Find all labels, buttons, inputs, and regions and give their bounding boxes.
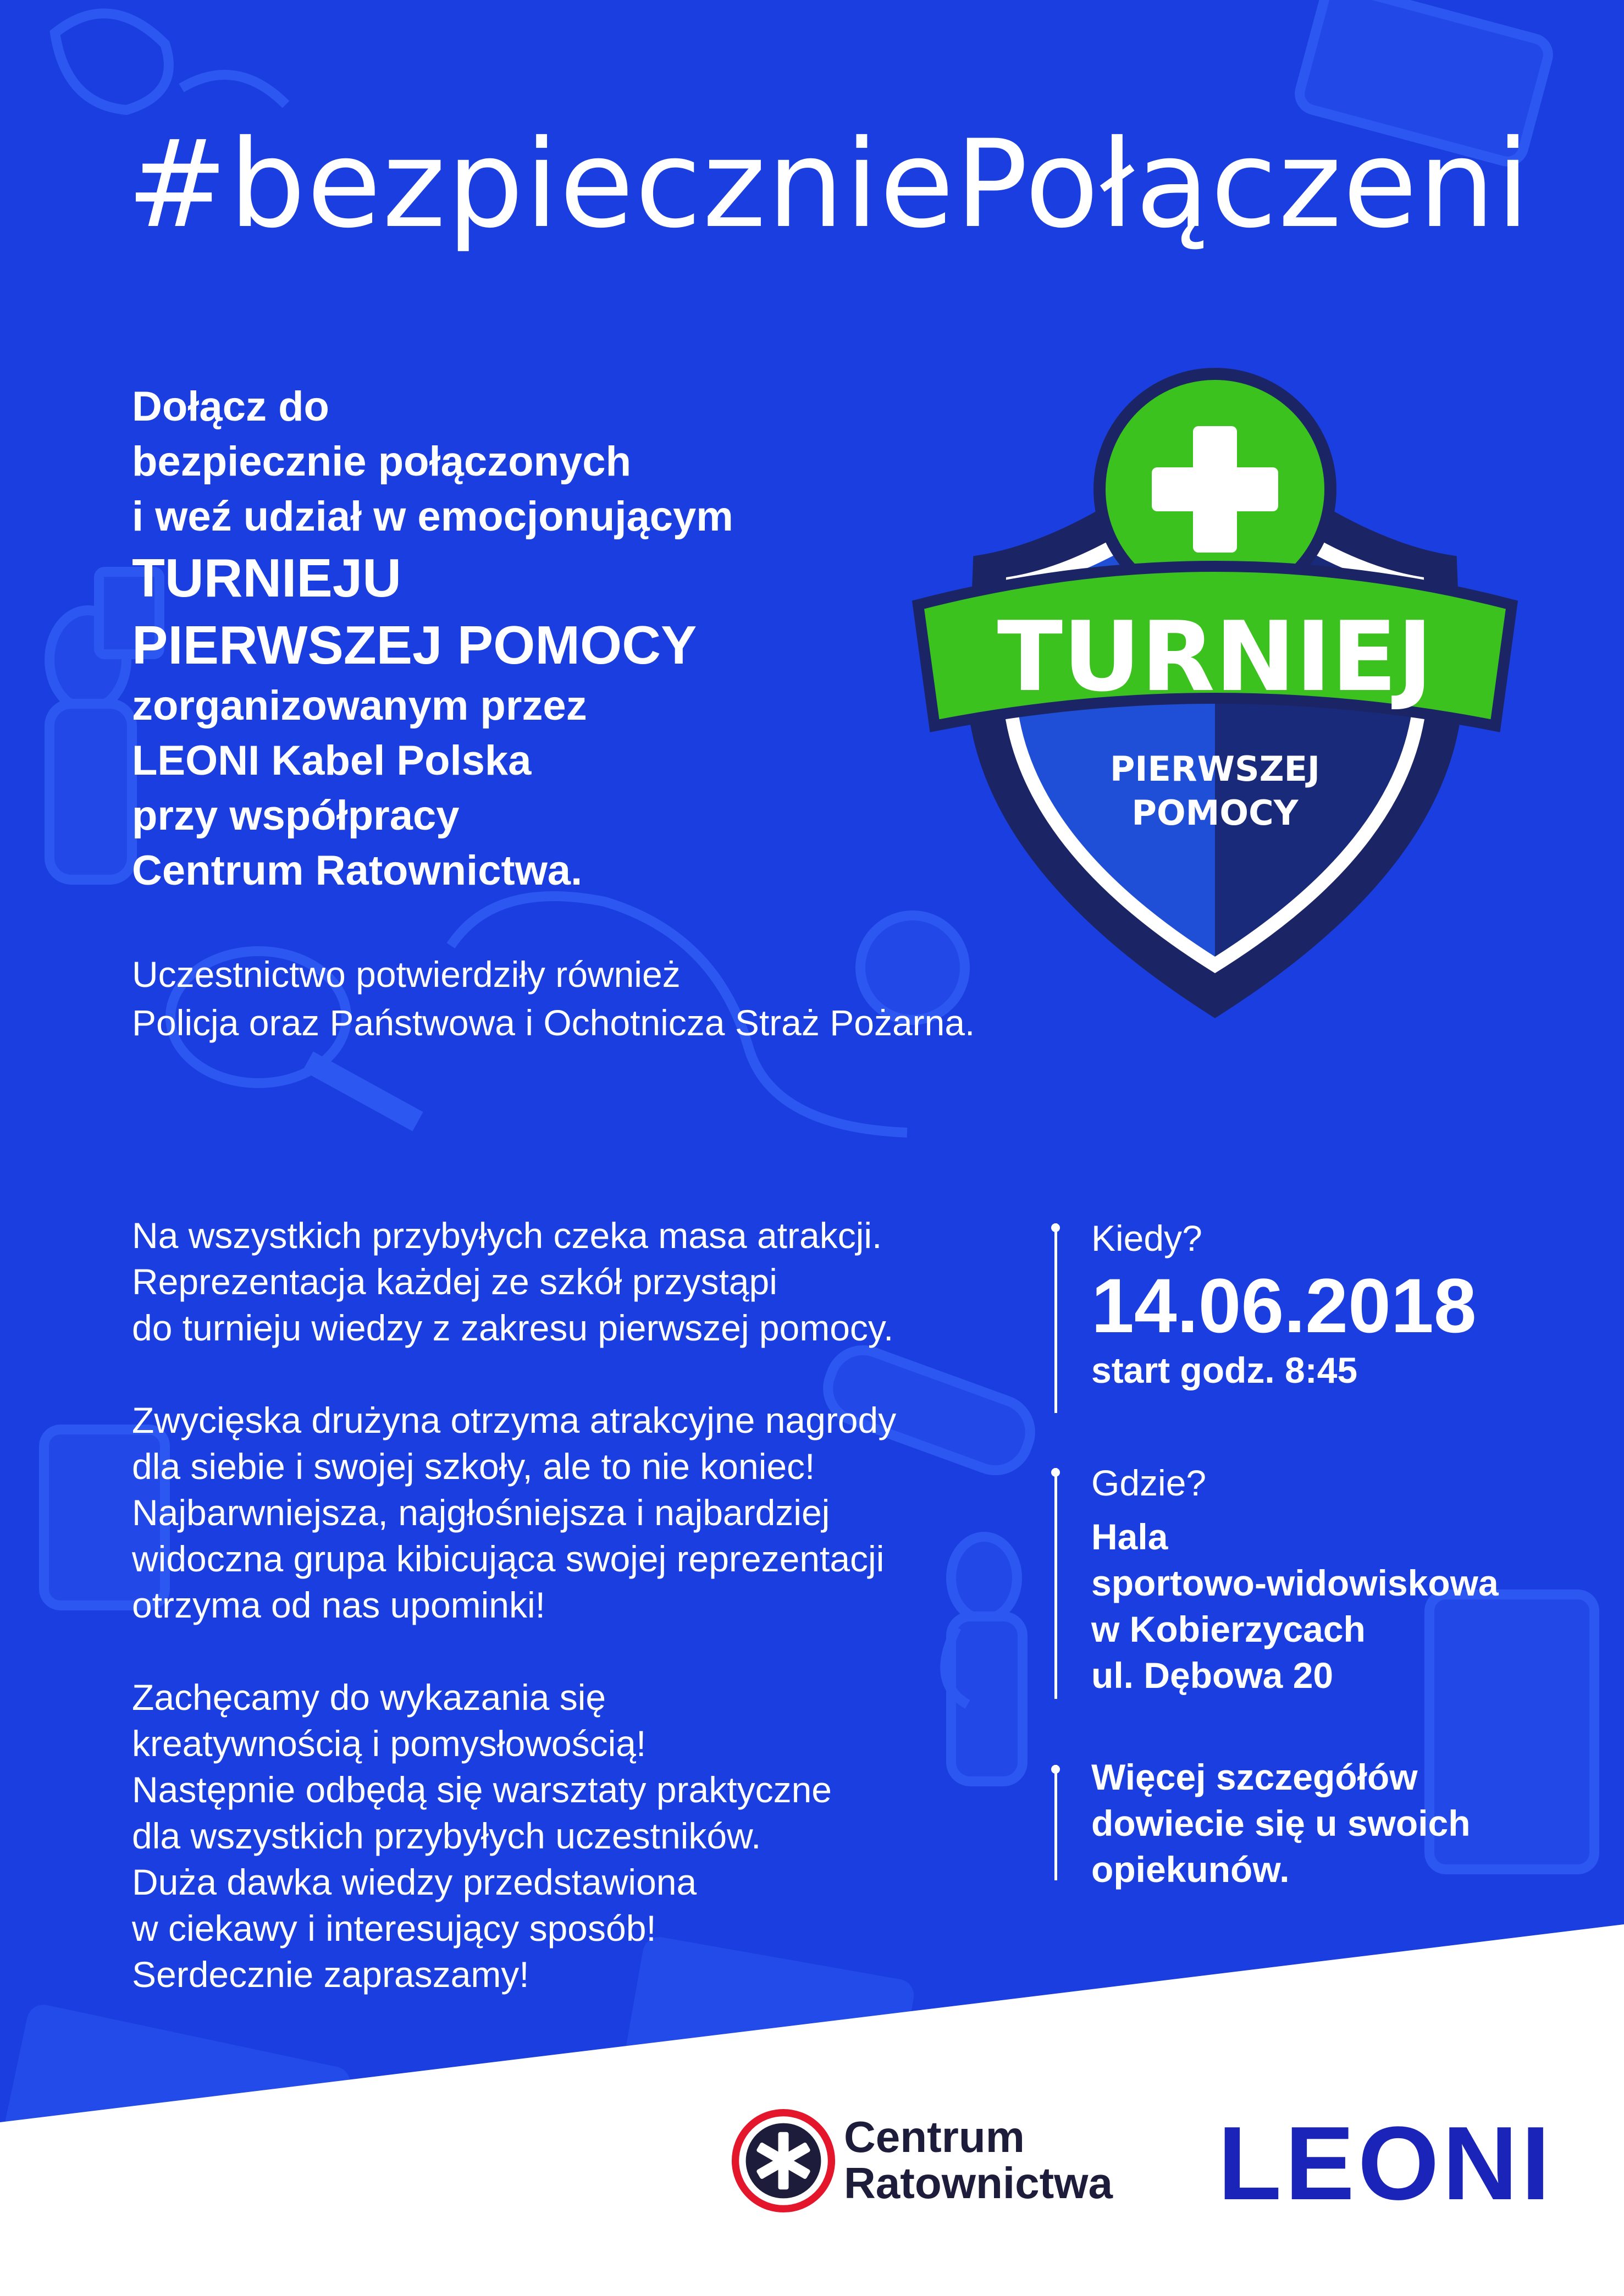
where-section xyxy=(1091,1460,1586,1698)
intro-line: Dołącz do xyxy=(132,383,329,430)
description-line: widoczna grupa kibicująca swojej reprezentacji xyxy=(132,1538,885,1579)
description-line: otrzyma od nas upominki! xyxy=(132,1585,546,1625)
organizer-line: LEONI Kabel Polska xyxy=(132,737,532,784)
confirmation-block xyxy=(132,950,1012,1047)
divider-dot xyxy=(1051,1765,1060,1774)
description-line: Na wszystkich przybyłych czeka masa atrakcji. xyxy=(132,1215,882,1256)
intro-block xyxy=(132,379,957,898)
badge-main-word: TURNIEJ xyxy=(997,601,1433,713)
venue-line: Hala xyxy=(1091,1516,1168,1557)
description-line: do turnieju wiedzy z zakresu pierwszej pomocy. xyxy=(132,1307,894,1348)
description-block xyxy=(132,1212,1039,1997)
description-line: Reprezentacja każdej ze szkół przystąpi xyxy=(132,1261,777,1302)
description-line: Serdecznie zapraszamy! xyxy=(132,1954,529,1995)
more-info-section xyxy=(1091,1754,1586,1892)
description-line: Duża dawka wiedzy przedstawiona xyxy=(132,1862,697,1902)
intro-line: i weź udział w emocjonującym xyxy=(132,493,733,540)
tournament-badge xyxy=(902,363,1528,1023)
description-line: Najbarwniejsza, najgłośniejsza i najbardziej xyxy=(132,1492,830,1533)
badge-sub-line-1: PIERWSZEJ xyxy=(1109,749,1321,789)
medical-star-icon xyxy=(731,2109,836,2213)
when-section xyxy=(1091,1215,1586,1393)
organizer-line: przy współpracy xyxy=(132,792,460,839)
divider-dot xyxy=(1051,1223,1060,1232)
description-line: dla siebie i swojej szkoły, ale to nie koniec! xyxy=(132,1446,815,1487)
confirmation-line: Policja oraz Państwowa i Ochotnicza Straż Pożarna. xyxy=(132,1002,975,1043)
campaign-hashtag: #bezpieczniePołączeni xyxy=(126,114,1531,255)
venue-line: w Kobierzycach xyxy=(1091,1609,1366,1649)
leoni-logo: LEONI xyxy=(1218,2105,1554,2222)
confirmation-line: Uczestnictwo potwierdziły również xyxy=(132,954,681,995)
divider-when xyxy=(1054,1223,1057,1413)
divider-dot xyxy=(1051,1468,1060,1477)
description-line: dla wszystkich przybyłych uczestników. xyxy=(132,1815,761,1856)
description-line: w ciekawy i interesujący sposób! xyxy=(132,1908,656,1949)
venue-line: sportowo-widowiskowa xyxy=(1091,1563,1499,1603)
more-info-line: Więcej szczegółów xyxy=(1091,1757,1418,1797)
tournament-title-line: PIERWSZEJ POMOCY xyxy=(132,615,697,675)
description-line: Zwycięska drużyna otrzyma atrakcyjne nagrody xyxy=(132,1400,897,1440)
when-label: Kiedy? xyxy=(1091,1218,1202,1259)
intro-line: bezpiecznie połączonych xyxy=(132,438,631,485)
start-time: start godz. 8:45 xyxy=(1091,1350,1358,1390)
description-line: Zachęcamy do wykazania się xyxy=(132,1677,606,1718)
description-line: kreatywnością i pomysłowością! xyxy=(132,1723,647,1764)
organizer-line: Centrum Ratownictwa. xyxy=(132,847,583,894)
partner-name-line: Centrum xyxy=(844,2112,1025,2161)
description-line: Następnie odbędą się warsztaty praktyczne xyxy=(132,1769,832,1810)
more-info-line: dowiecie się u swoich xyxy=(1091,1803,1471,1844)
event-date: 14.06.2018 xyxy=(1091,1262,1477,1349)
where-label: Gdzie? xyxy=(1091,1462,1207,1503)
partner-name-line: Ratownictwa xyxy=(844,2159,1113,2207)
divider-where xyxy=(1054,1468,1057,1699)
more-info-line: opiekunów. xyxy=(1091,1849,1290,1890)
organizer-line: zorganizowanym przez xyxy=(132,682,587,729)
badge-sub-line-2: POMOCY xyxy=(1131,793,1299,833)
tournament-title-line: TURNIEJU xyxy=(132,548,402,608)
venue-line: ul. Dębowa 20 xyxy=(1091,1655,1334,1696)
partner-logo-text xyxy=(844,2114,1113,2206)
divider-more xyxy=(1054,1765,1057,1880)
